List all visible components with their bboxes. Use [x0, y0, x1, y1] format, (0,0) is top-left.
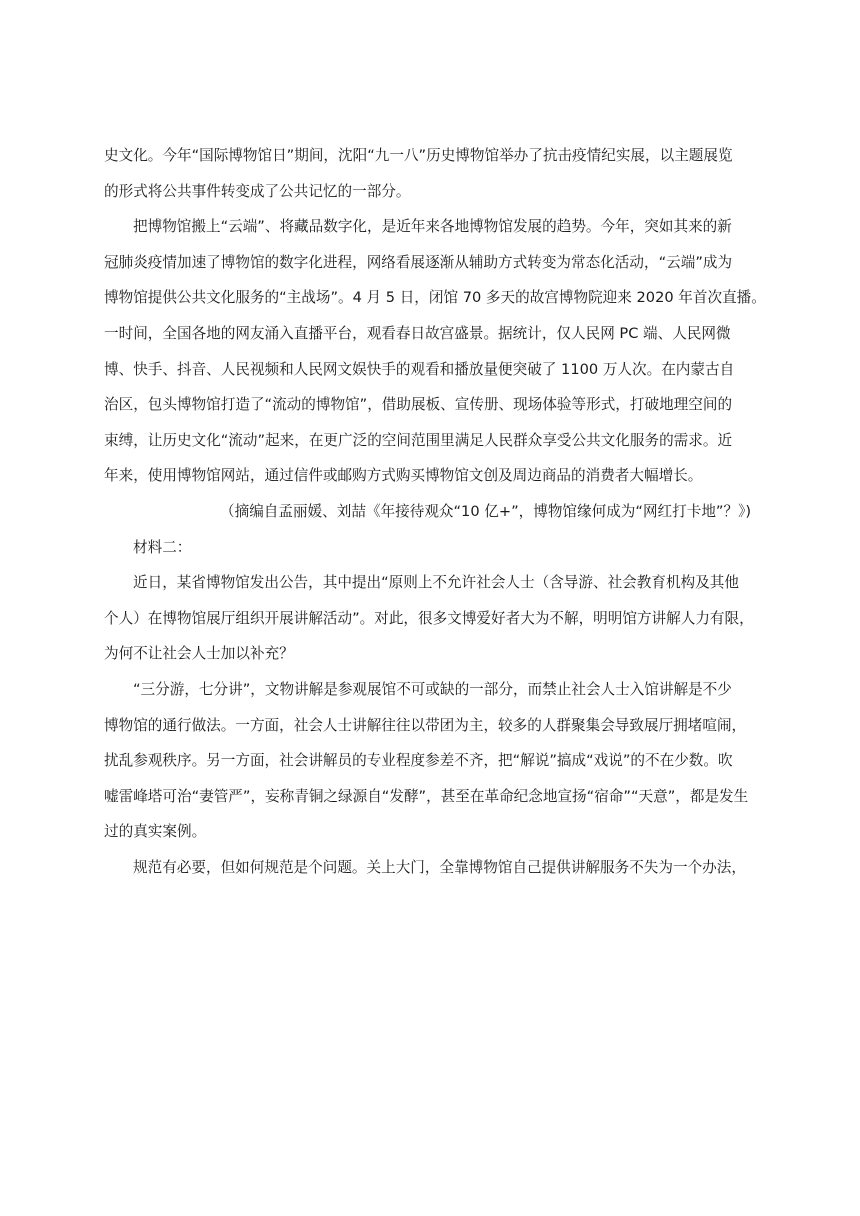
paragraph-line: 博物馆的通行做法。一方面，社会人士讲解往往以带团为主，较多的人群聚集会导致展厅拥堵喧闹， — [104, 716, 747, 734]
paragraph-line: 年来，使用博物馆网站，通过信件或邮购方式购买博物馆文创及周边商品的消费者大幅增长。 — [104, 467, 703, 485]
paragraph-line: 博物馆提供公共文化服务的“主战场”。4 月 5 日，闭馆 70 多天的故宫博物院迎来 2020 年首次直播。 — [104, 289, 766, 307]
paragraph-line: 冠肺炎疫情加速了博物馆的数字化进程，网络看展逐渐从辅助方式转变为常态化活动，“云端”成为 — [104, 253, 733, 271]
source-citation: （摘编自孟丽媛、刘喆《年接待观众“10 亿+”，博物馆缘何成为“网红打卡地”？》) — [220, 502, 752, 520]
paragraph-line: 把博物馆搬上“云端”、将藏品数字化，是近年来各地博物馆发展的趋势。今年，突如其来的新 — [133, 218, 732, 236]
paragraph-line: 一时间，全国各地的网友涌入直播平台，观看春日故宫盛景。据统计，仅人民网 PC 端、人民网微 — [104, 324, 731, 342]
paragraph-line: 规范有必要，但如何规范是个问题。关上大门，全靠博物馆自己提供讲解服务不失为一个办法， — [133, 858, 746, 876]
paragraph-line: 嘘雷峰塔可治“妻管严”，妄称青铜之绿源自“发酵”，甚至在革命纪念地宣扬“宿命”“天意”，都是发生 — [104, 787, 749, 805]
paragraph-line: 为何不让社会人士加以补充？ — [104, 645, 294, 663]
paragraph-line: 扰乱参观秩序。另一方面，社会讲解员的专业程度参差不齐，把“解说”搞成“戏说”的不在少数。吹 — [104, 752, 733, 770]
paragraph-line: 的形式将公共事件转变成了公共记忆的一部分。 — [104, 182, 411, 200]
document-page — [104, 138, 766, 885]
paragraph-line: 个人）在博物馆展厅组织开展讲解活动”。对此，很多文博爱好者大为不解，明明馆方讲解人力有限， — [104, 609, 754, 627]
paragraph-line: 博、快手、抖音、人民视频和人民网文娱快手的观看和播放量便突破了 1100 万人次。在内蒙古自 — [104, 360, 735, 378]
section-heading: 材料二： — [133, 538, 192, 556]
paragraph-line: 过的真实案例。 — [104, 823, 207, 841]
paragraph-line: 束缚，让历史文化“流动”起来，在更广泛的空间范围里满足人民群众享受公共文化服务的需求。近 — [104, 431, 733, 449]
paragraph-line: 近日，某省博物馆发出公告，其中提出“原则上不允许社会人士（含导游、社会教育机构及其他 — [133, 574, 739, 592]
paragraph-line: “三分游，七分讲”，文物讲解是参观展馆不可或缺的一部分，而禁止社会人士入馆讲解是不少 — [133, 680, 732, 698]
paragraph-line: 史文化。今年“国际博物馆日”期间，沈阳“九一八”历史博物馆举办了抗击疫情纪实展，以主题展览 — [104, 147, 733, 164]
paragraph-line: 治区，包头博物馆打造了“流动的博物馆”，借助展板、宣传册、现场体验等形式，打破地理空间的 — [104, 396, 733, 414]
